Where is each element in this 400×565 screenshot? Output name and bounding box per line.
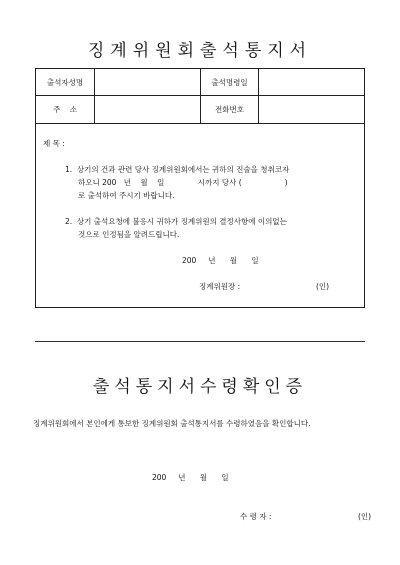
recipient-seal: (인)	[358, 512, 372, 521]
chairman-seal: (인)	[316, 282, 330, 291]
receipt-title: 출석통지서수령확인증	[92, 377, 308, 397]
chairman-label: 징계위원장 :	[199, 282, 241, 291]
section-divider	[35, 341, 365, 342]
item1-line2: 하오니 200 년 월 일 시까지 당사 ( )	[78, 178, 288, 187]
item1-line3: 로 출석하여 주시기 바랍니다.	[78, 191, 175, 200]
notice-date: 200 년 월 일	[182, 256, 259, 265]
column-divider	[258, 69, 259, 123]
address-label: 주 소	[52, 105, 78, 114]
recipient-label: 수 령 자 :	[240, 512, 272, 521]
receipt-date: 200 년 월 일	[152, 473, 229, 482]
attendance-order-date-label: 출석명령일	[211, 78, 248, 87]
item2-line1: 2. 상기 출석요청에 불응시 귀하가 징계위원의 결정사항에 이의없는	[65, 217, 287, 226]
notice-form-table	[35, 68, 365, 308]
attendee-name-label: 출석자성명	[46, 78, 84, 87]
page-title: 징계위원회출석통지서	[87, 41, 313, 61]
column-divider	[94, 69, 95, 123]
item1-line1: 1. 상기의 건과 관련 당사 징계위원회에서는 귀하의 진술을 청취코자	[65, 165, 290, 174]
subject-label: 제 목 :	[43, 139, 65, 148]
phone-number-label: 전화번호	[215, 105, 244, 114]
receipt-statement: 징계위원회에서 본인에게 통보한 징계위원회 출석통지서를 수령하였음을 확인합니다.	[33, 419, 311, 428]
item2-line2: 것으로 인정됨을 알려드립니다.	[78, 230, 180, 239]
row-divider	[36, 123, 364, 124]
